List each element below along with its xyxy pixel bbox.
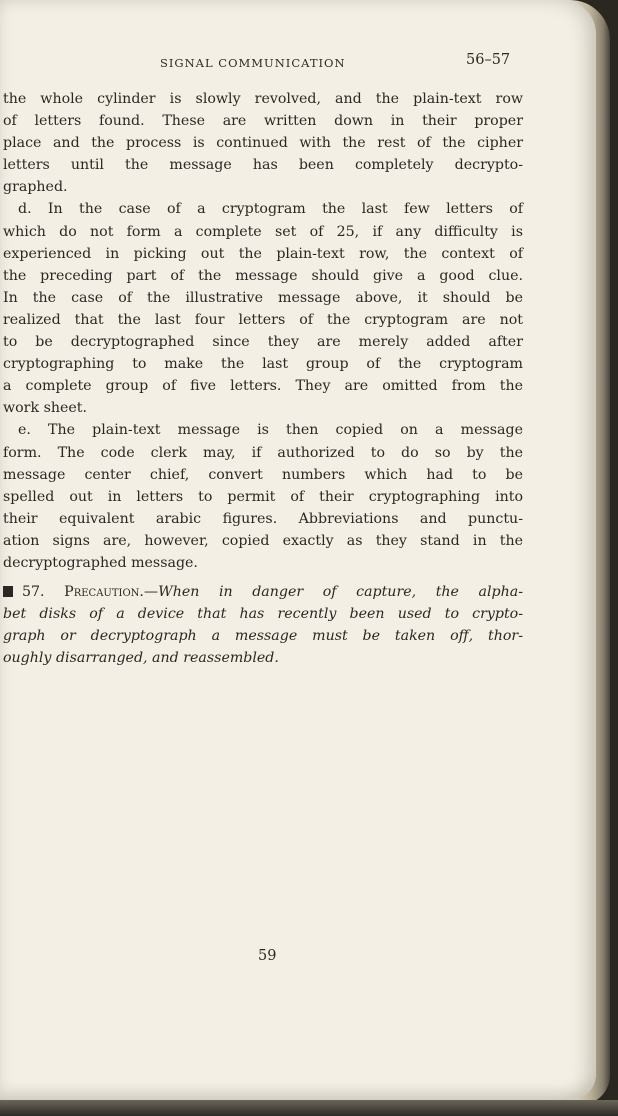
text-line: decryptographed message. (3, 554, 198, 571)
text-line: cryptographing to make the last group of the cryptogram (3, 356, 523, 373)
text-line: oughly disarranged, and reassembled. (3, 650, 279, 667)
running-head-title: SIGNAL COMMUNICATION (160, 56, 346, 70)
text-line: When in danger of capture, the alpha- (158, 584, 523, 601)
body-text (3, 88, 523, 669)
paragraph-c-continuation (3, 88, 523, 198)
text-line: graph or decryptograph a message must be taken off, thor- (3, 628, 523, 645)
paragraph-e (3, 419, 523, 574)
text-line: to be decryptographed since they are merely added after (3, 334, 523, 351)
text-line: a complete group of five letters. They are omitted from the (3, 378, 523, 395)
text-line: place and the process is continued with the rest of the cipher (3, 135, 523, 152)
running-head-section-numbers: 56–57 (466, 52, 511, 68)
section-heading: Precaution.— (64, 584, 159, 601)
text-line: In the case of the illustrative message above, it should be (3, 289, 523, 306)
text-line: the whole cylinder is slowly revolved, and the plain-text row (3, 91, 523, 107)
text-line: ation signs are, however, copied exactly as they stand in the (3, 532, 523, 549)
text-line: spelled out in letters to permit of their cryptographing into (3, 488, 523, 505)
text-line: form. The code clerk may, if authorized to do so by the (3, 444, 523, 461)
paragraph-d (0, 198, 523, 419)
text-line: work sheet. (3, 400, 87, 417)
text-line: of letters found. These are written down in their proper (3, 113, 523, 130)
text-line: their equivalent arabic figures. Abbreviations and punctu- (3, 510, 523, 527)
section-bullet-icon (3, 586, 13, 597)
text-line: letters until the message has been completely decrypto- (3, 157, 523, 174)
text-line: message center chief, convert numbers which had to be (3, 466, 523, 483)
section-57-first-line (3, 581, 523, 603)
text-line: e. The plain-text message is then copied on a message (18, 422, 523, 439)
text-line: d. In the case of a cryptogram the last few letters of (18, 201, 523, 218)
text-line: bet disks of a device that has recently been used to crypto- (3, 606, 523, 623)
text-line: which do not form a complete set of 25, if any difficulty is (3, 223, 523, 240)
section-number: 57. (22, 584, 45, 601)
text-line: experienced in picking out the plain-text row, the context of (3, 245, 523, 262)
section-spacer (3, 574, 523, 581)
text-line: the preceding part of the message should give a good clue. (3, 267, 523, 284)
scan-bottom-edge (0, 1100, 618, 1116)
section-57 (3, 581, 523, 669)
page-number: 59 (258, 948, 277, 964)
text-line: graphed. (3, 179, 68, 196)
text-line: realized that the last four letters of the cryptogram are not (3, 311, 523, 328)
